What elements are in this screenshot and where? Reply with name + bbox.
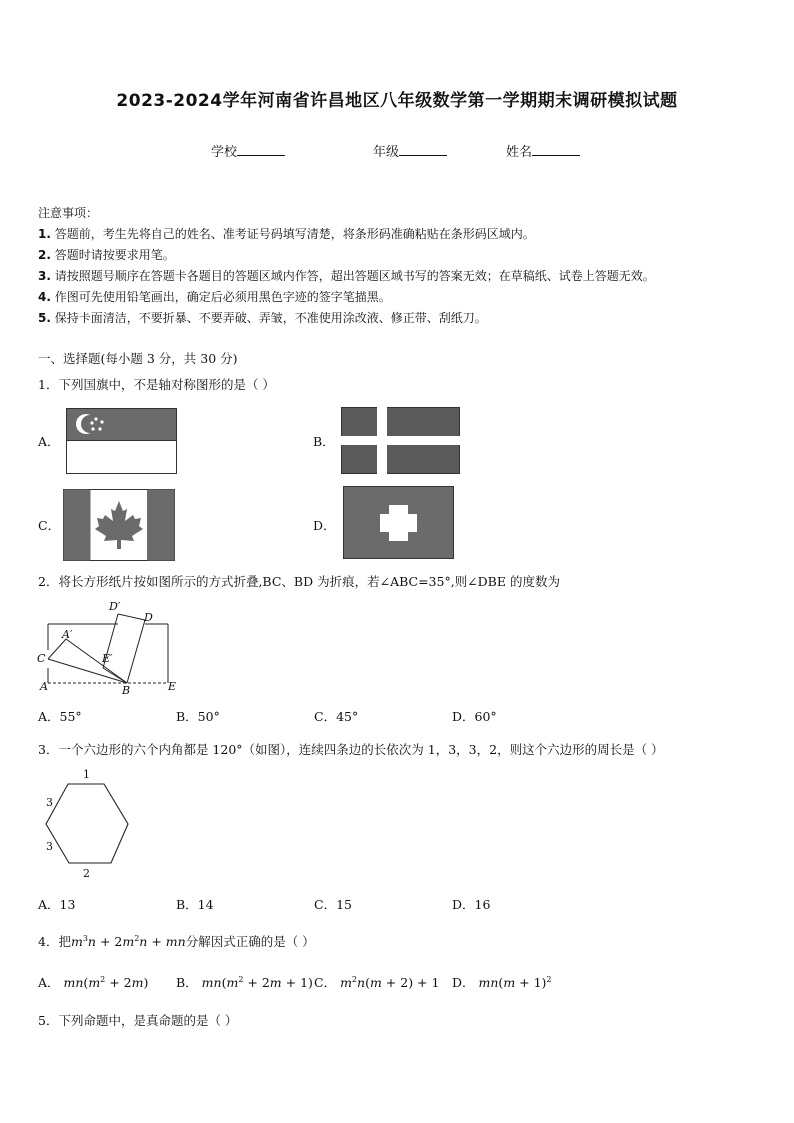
label-a-prime: A′	[62, 628, 73, 641]
q4-expression: $m^3n + 2m^2n$ + mn	[70, 933, 186, 949]
note-item: 4. 作图可先使用铅笔画出，确定后必须用黑色字迹的签字笔描黑。	[38, 290, 391, 304]
q4-option-b[interactable]: B． $mn(m^2 + 2m + 1)$	[176, 974, 313, 990]
question-3-stem: 3．一个六边形的六个内角都是 120°（如图），连续四条边的长依次为 1，3，3，2，则这个六边形的周长是（ ）	[38, 742, 664, 757]
question-2-stem: 2．将长方形纸片按如图所示的方式折叠,BC、BD 为折痕，若∠ABC=35°,则∠DBE 的度数为	[38, 574, 560, 589]
hexagon-side-lower-left: 3	[46, 840, 53, 853]
canada-flag-icon	[63, 489, 175, 561]
school-field	[211, 141, 285, 160]
question-5-stem: 5．下列命题中，是真命题的是（ ）	[38, 1013, 238, 1028]
denmark-flag-icon	[341, 407, 460, 474]
label-e: E	[168, 680, 177, 693]
label-d-prime: D′	[109, 600, 121, 613]
note-item: 2. 答题时请按要求用笔。	[38, 248, 175, 262]
q3-option-a[interactable]: A．13	[38, 897, 76, 912]
note-item: 1. 答题前，考生先将自己的姓名、准考证号码填写清楚，将条形码准确粘贴在条形码区域内。	[38, 227, 535, 241]
name-label: 姓名	[506, 145, 533, 160]
note-item: 5. 保持卡面清洁，不要折暴、不要弄破、弄皱，不准使用涂改液、修正带、刮纸刀。	[38, 311, 487, 325]
q1-option-c-label[interactable]: C．	[38, 518, 61, 533]
hexagon-side-upper-left: 3	[46, 796, 53, 809]
folding-diagram	[36, 596, 186, 698]
q2-option-c[interactable]: C．45°	[314, 709, 359, 724]
q1-option-d-label[interactable]: D．	[313, 518, 336, 533]
q1-option-a-label[interactable]: A．	[38, 434, 60, 449]
q3-option-d[interactable]: D．16	[452, 897, 491, 912]
label-b: B	[122, 684, 131, 697]
label-a: A	[40, 680, 48, 693]
label-e-prime: E′	[102, 652, 113, 665]
grade-blank[interactable]	[399, 143, 447, 156]
q4-option-d[interactable]: D． $mn(m + 1)^2$	[452, 974, 552, 990]
notes-block	[38, 203, 768, 329]
q3-option-b[interactable]: B．14	[176, 897, 214, 912]
notes-heading: 注意事项：	[38, 206, 99, 220]
grade-field	[373, 141, 447, 160]
hexagon-diagram	[40, 766, 135, 880]
q2-option-d[interactable]: D．60°	[452, 709, 497, 724]
name-blank[interactable]	[532, 143, 580, 156]
school-label: 学校	[211, 145, 238, 160]
switzerland-flag-icon	[343, 486, 454, 559]
singapore-flag-icon	[66, 408, 177, 474]
question-4-stem: 4．把$m^3n + 2m^2n$ + mn分解因式正确的是（ ）	[38, 933, 315, 949]
grade-label: 年级	[373, 145, 400, 160]
question-1-stem: 1．下列国旗中，不是轴对称图形的是（ ）	[38, 377, 275, 392]
name-field	[506, 141, 580, 160]
note-item: 3. 请按照题号顺序在答题卡各题目的答题区域内作答，超出答题区域书写的答案无效；在草稿纸、试卷上答题无效。	[38, 269, 655, 283]
q3-option-c[interactable]: C．15	[314, 897, 352, 912]
school-blank[interactable]	[237, 143, 285, 156]
q2-option-a[interactable]: A．55°	[38, 709, 82, 724]
hexagon-side-top: 1	[83, 768, 90, 781]
q2-option-b[interactable]: B．50°	[176, 709, 220, 724]
label-d: D	[144, 611, 153, 624]
label-c: C	[37, 652, 46, 665]
section-heading: 一、选择题(每小题 3 分，共 30 分)	[38, 351, 238, 366]
hexagon-side-bottom: 2	[83, 867, 90, 880]
page-title: 2023-2024学年河南省许昌地区八年级数学第一学期期末调研模拟试题	[116, 91, 678, 111]
q1-option-b-label[interactable]: B．	[313, 434, 335, 449]
q4-option-a[interactable]: A． $mn(m^2 + 2m)$	[38, 974, 149, 990]
q4-option-c[interactable]: C． $m^2n(m + 2) + 1$	[314, 974, 440, 990]
